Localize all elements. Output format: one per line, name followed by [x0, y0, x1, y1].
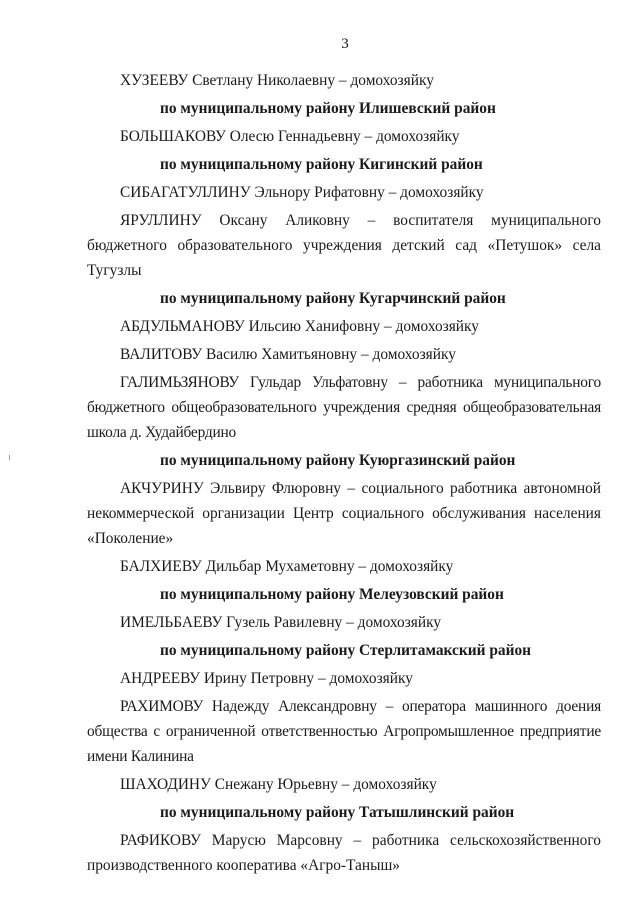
district-heading: по муниципальному району Стерлитамакский район — [160, 642, 532, 659]
district-heading: по муниципальному району Кигинский район — [160, 156, 483, 173]
district-heading: по муниципальному району Мелеузовский район — [160, 586, 504, 603]
appointee-entry: АКЧУРИНУ Эльвиру Флюровну – социального работника автономной некоммерческой организации Центр социального обслуживания населения «Поколение» — [87, 480, 601, 547]
appointee-entry: СИБАГАТУЛЛИНУ Эльнору Рифатовну – домохозяйку — [120, 184, 484, 201]
district-heading: по муниципальному району Илишевский район — [160, 100, 496, 117]
document-body — [87, 68, 601, 881]
appointee-entry: ШАХОДИНУ Снежану Юрьевну – домохозяйку — [120, 776, 437, 793]
appointee-entry: ЯРУЛЛИНУ Оксану Аликовну – воспитателя муниципального бюджетного образовательного учреждения детский сад «Петушок» села Тугузлы — [87, 212, 601, 279]
appointee-entry: АБДУЛЬМАНОВУ Ильсию Ханифовну – домохозяйку — [120, 318, 480, 335]
appointee-entry: БОЛЬШАКОВУ Олесю Геннадьевну – домохозяйку — [120, 128, 460, 145]
appointee-entry: ИМЕЛЬБАЕВУ Гузель Равилевну – домохозяйку — [120, 614, 442, 631]
page-number: 3 — [341, 36, 349, 52]
appointee-entry: АНДРЕЕВУ Ирину Петровну – домохозяйку — [120, 670, 413, 687]
district-heading: по муниципальному району Кугарчинский район — [160, 290, 506, 307]
district-heading: по муниципальному району Татышлинский район — [160, 804, 515, 821]
scan-artifact-mark — [9, 455, 10, 460]
district-heading: по муниципальному району Куюргазинский район — [160, 452, 516, 469]
appointee-entry: ХУЗЕЕВУ Светлану Николаевну – домохозяйку — [120, 72, 434, 89]
appointee-entry: ВАЛИТОВУ Василю Хамитьяновну – домохозяйку — [120, 346, 456, 363]
appointee-entry: РАХИМОВУ Надежду Александровну – оператора машинного доения общества с ограниченной ответственностью Агропромышленное предприятие имени Калинина — [87, 698, 601, 765]
appointee-entry: РАФИКОВУ Марусю Марсовну – работника сельскохозяйственного производственного кооператива «Агро-Таныш» — [87, 832, 601, 874]
appointee-entry: ГАЛИМЬЗЯНОВУ Гульдар Ульфатовну – работника муниципального бюджетного общеобразовательного учреждения средняя общеобразовательная школа д. Худайбердино — [87, 374, 601, 441]
appointee-entry: БАЛХИЕВУ Дильбар Мухаметовну – домохозяйку — [120, 558, 454, 575]
